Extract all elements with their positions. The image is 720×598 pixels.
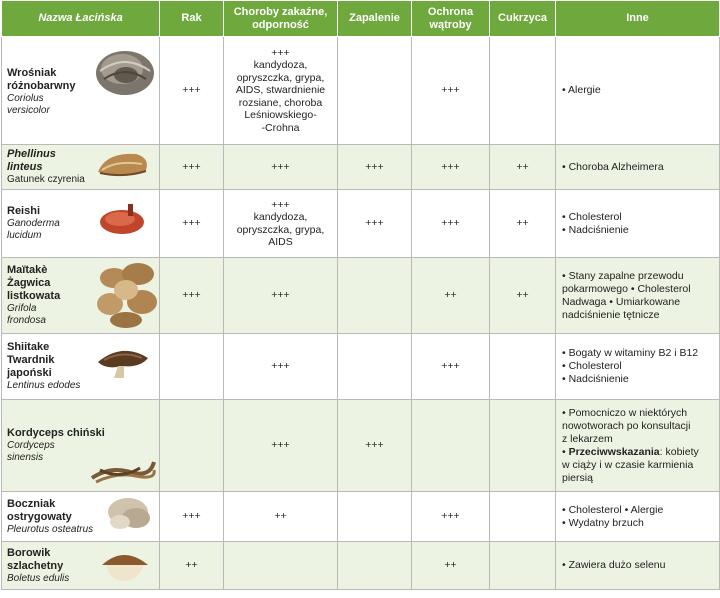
diabetes-cell: [490, 400, 556, 492]
header-cancer: Rak: [160, 1, 224, 37]
header-diabetes: Cukrzyca: [490, 1, 556, 37]
liver-cell: ++: [412, 542, 490, 590]
other-cell: • Choroba Alzheimera: [556, 145, 720, 190]
liver-cell: ++: [412, 258, 490, 334]
cancer-cell: +++: [160, 145, 224, 190]
liver-cell: +++: [412, 145, 490, 190]
inflammation-cell: [338, 258, 412, 334]
common-name: Maïtakè Żagwica listkowata: [7, 264, 61, 302]
infectious-cell: +++: [224, 334, 338, 400]
latin-name: Cordyceps sinensis: [7, 440, 55, 463]
inflammation-cell: [338, 542, 412, 590]
cancer-cell: +++: [160, 190, 224, 258]
cancer-cell: +++: [160, 37, 224, 145]
header-inflammation: Zapalenie: [338, 1, 412, 37]
diabetes-cell: [490, 334, 556, 400]
other-cell: • Cholesterol • Nadciśnienie: [556, 190, 720, 258]
diabetes-cell: ++: [490, 190, 556, 258]
inflammation-cell: +++: [338, 190, 412, 258]
diabetes-cell: ++: [490, 258, 556, 334]
header-other: Inne: [556, 1, 720, 37]
cancer-cell: ++: [160, 542, 224, 590]
inflammation-cell: +++: [338, 400, 412, 492]
table-row: [2, 334, 720, 400]
other-cell: • Pomocniczo w niektórych nowotworach po konsultacji z lekarzem • Przeciwwskazania: kobiety w ciąży i w czasie karmienia piersią: [556, 400, 720, 492]
table-row: [2, 400, 720, 492]
name-cell: [2, 542, 160, 590]
infectious-cell: +++ kandydoza, opryszczka, grypa, AIDS, stwardnienie rozsiane, choroba Leśniowskiego- -Crohna: [224, 37, 338, 145]
infectious-cell: ++: [224, 492, 338, 542]
liver-cell: [412, 400, 490, 492]
infectious-cell: +++: [224, 145, 338, 190]
other-cell: • Cholesterol • Alergie • Wydatny brzuch: [556, 492, 720, 542]
header-latin-name: Nazwa Łacińska: [2, 1, 160, 37]
diabetes-cell: ++: [490, 145, 556, 190]
common-name: Reishi: [7, 205, 41, 217]
table-row: [2, 258, 720, 334]
diabetes-cell: [490, 37, 556, 145]
infectious-cell: [224, 542, 338, 590]
table-row: [2, 492, 720, 542]
common-name: Borowik szlachetny: [7, 546, 64, 572]
latin-name: Grifola frondosa: [7, 303, 46, 326]
infectious-cell: +++ kandydoza, opryszczka, grypa, AIDS: [224, 190, 338, 258]
common-name: Shiitake Twardnik japoński: [7, 341, 55, 379]
liver-cell: +++: [412, 334, 490, 400]
name-cell: [2, 492, 160, 542]
table-row: [2, 190, 720, 258]
inflammation-cell: +++: [338, 145, 412, 190]
header-row: [2, 1, 720, 37]
name-cell: [2, 258, 160, 334]
header-liver: Ochrona wątroby: [412, 1, 490, 37]
cancer-cell: [160, 400, 224, 492]
inflammation-cell: [338, 492, 412, 542]
diabetes-cell: [490, 492, 556, 542]
other-cell: • Bogaty w witaminy B2 i B12 • Cholesterol • Nadciśnienie: [556, 334, 720, 400]
inflammation-cell: [338, 334, 412, 400]
header-infectious: Choroby zakaźne, odporność: [224, 1, 338, 37]
table-row: [2, 145, 720, 190]
liver-cell: +++: [412, 37, 490, 145]
common-name: Wrośniak różnobarwny: [7, 66, 76, 92]
diabetes-cell: [490, 542, 556, 590]
mushroom-table: [1, 0, 720, 590]
inflammation-cell: [338, 37, 412, 145]
name-cell: [2, 400, 160, 492]
cancer-cell: +++: [160, 492, 224, 542]
latin-name: Pleurotus osteatrus: [7, 523, 94, 535]
latin-name: Ganoderma lucidum: [7, 218, 60, 241]
infectious-cell: +++: [224, 258, 338, 334]
latin-name: Coriolus versicolor: [7, 92, 50, 116]
infectious-cell: +++: [224, 400, 338, 492]
common-name: Kordyceps chiński: [7, 427, 105, 439]
latin-name: Gatunek czyrenia: [7, 174, 85, 185]
name-cell: [2, 190, 160, 258]
other-cell: • Stany zapalne przewodu pokarmowego • Cholesterol Nadwaga • Umiarkowane nadciśnienie tętnicze: [556, 258, 720, 334]
name-cell: [2, 145, 160, 190]
latin-name: Boletus edulis: [7, 572, 70, 584]
liver-cell: +++: [412, 190, 490, 258]
table-row: [2, 37, 720, 145]
common-name: Boczniak ostrygowaty: [7, 497, 72, 523]
cancer-cell: [160, 334, 224, 400]
name-cell: [2, 334, 160, 400]
other-cell: • Zawiera dużo selenu: [556, 542, 720, 590]
other-cell: • Alergie: [556, 37, 720, 145]
cancer-cell: +++: [160, 258, 224, 334]
latin-name: Lentinus edodes: [7, 380, 81, 391]
table-row: [2, 542, 720, 590]
liver-cell: +++: [412, 492, 490, 542]
name-cell: [2, 37, 160, 145]
common-name: Phellinus linteus: [7, 148, 56, 173]
